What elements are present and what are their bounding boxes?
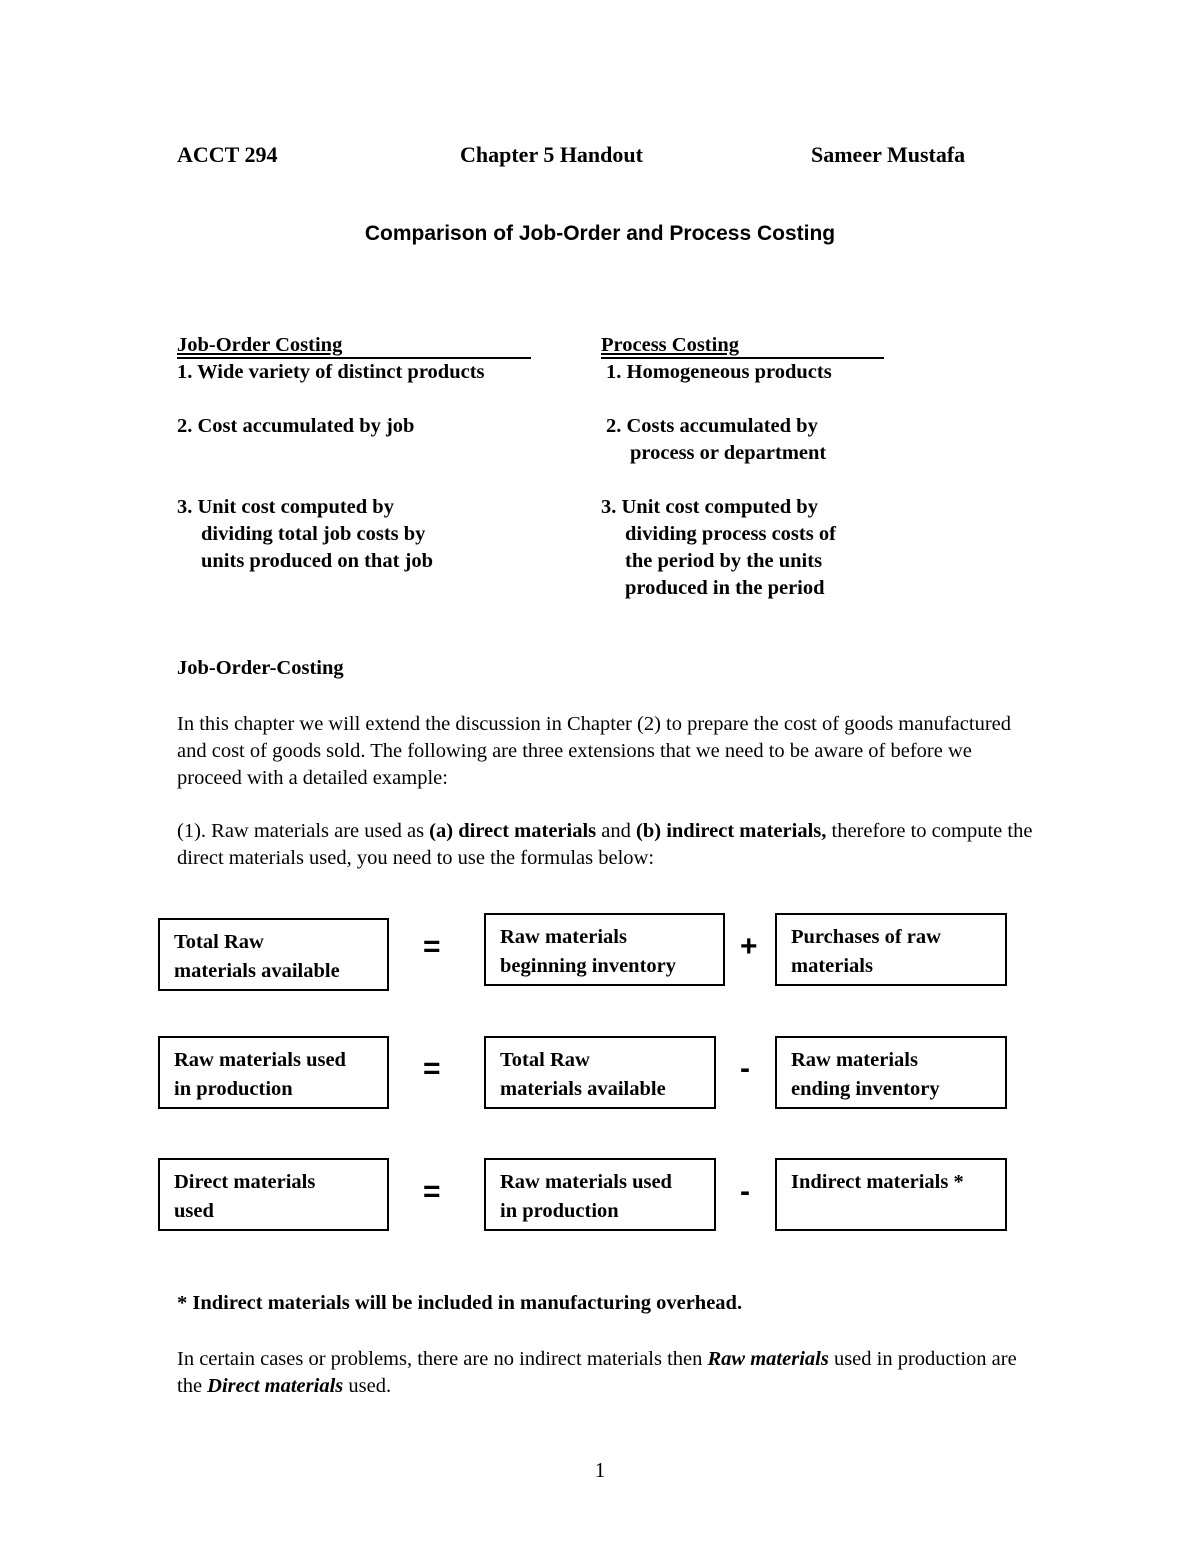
- handout-title: Chapter 5 Handout: [460, 142, 643, 167]
- formula-1-left-box: Raw materials beginning inventory: [484, 913, 725, 986]
- formula-1-right-box: Purchases of raw materials: [775, 913, 1007, 986]
- formula-1-operator: +: [740, 930, 758, 963]
- indirect-materials-note: * Indirect materials will be included in manufacturing overhead.: [177, 1292, 743, 1314]
- formula-3-left-box: Raw materials used in production: [484, 1158, 716, 1231]
- page-title: Comparison of Job-Order and Process Costing: [364, 222, 836, 245]
- formula-2-right-box: Raw materials ending inventory: [775, 1036, 1007, 1109]
- point-one-paragraph: (1). Raw materials are used as (a) direct materials and (b) indirect materials, therefore to compute the direct materials used, you need to use the formulas below:: [177, 820, 1033, 869]
- author-name: Sameer Mustafa: [811, 142, 966, 167]
- formula-2-left-box: Total Raw materials available: [484, 1036, 716, 1109]
- process-heading: Process Costing: [601, 333, 884, 359]
- job-order-item-2: 2. Cost accumulated by job: [177, 415, 415, 437]
- course-code: ACCT 294: [177, 142, 278, 167]
- process-item-2: 2. Costs accumulated by process or department: [606, 415, 827, 464]
- formula-1-equals: =: [423, 930, 441, 963]
- formula-2-equals: =: [423, 1052, 441, 1085]
- closing-paragraph: In certain cases or problems, there are no indirect materials then Raw materials used in production are the Direct materials used.: [177, 1348, 1017, 1397]
- formula-3-operator: -: [740, 1175, 750, 1208]
- process-column: [601, 333, 884, 602]
- intro-paragraph: In this chapter we will extend the discussion in Chapter (2) to prepare the cost of goods manufactured and cost of goods sold. The following are three extensions that we need to be aware of before we proceed with a detailed example:: [177, 713, 1011, 789]
- job-order-item-3: 3. Unit cost computed by dividing total job costs by units produced on that job: [177, 496, 434, 572]
- formula-3-right-box: Indirect materials *: [775, 1158, 1007, 1231]
- formula-1-result-box: Total Raw materials available: [158, 918, 389, 991]
- formula-2-operator: -: [740, 1052, 750, 1085]
- formula-2-result-box: Raw materials used in production: [158, 1036, 389, 1109]
- formula-3-equals: =: [423, 1175, 441, 1208]
- section-heading: Job-Order-Costing: [177, 657, 344, 679]
- job-order-heading: Job-Order Costing: [177, 333, 531, 359]
- process-item-1: 1. Homogeneous products: [606, 361, 832, 383]
- job-order-column: [177, 333, 531, 575]
- process-item-3: 3. Unit cost computed by dividing process costs of the period by the units produced in the period: [601, 496, 836, 599]
- formula-3-result-box: Direct materials used: [158, 1158, 389, 1231]
- job-order-item-1: 1. Wide variety of distinct products: [177, 361, 485, 383]
- page-number: 1: [594, 1458, 606, 1482]
